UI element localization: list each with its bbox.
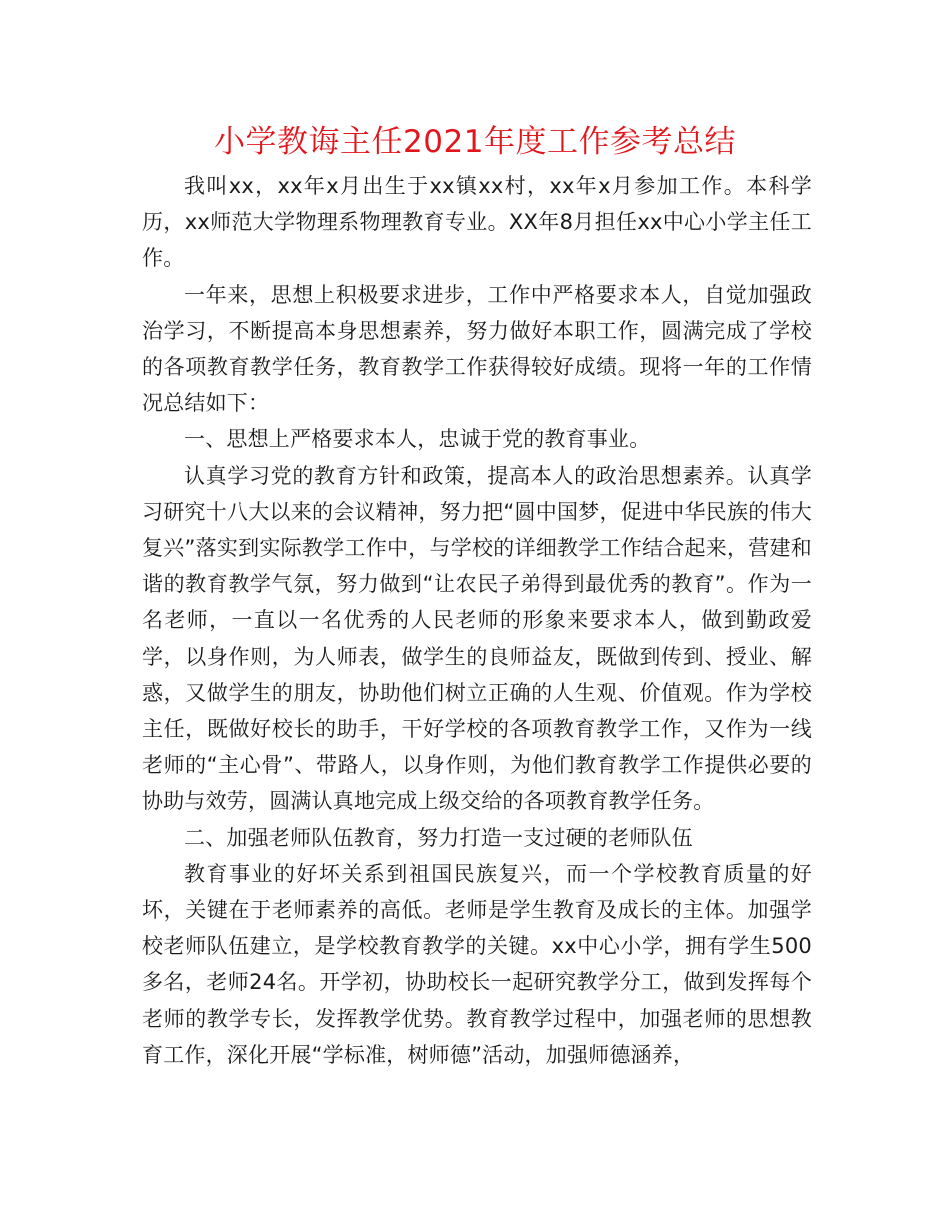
- section-heading: 二、加强老师队伍教育，努力打造一支过硬的老师队伍: [184, 825, 693, 850]
- page-title: 小学教诲主任2021年度工作参考总结: [214, 124, 736, 160]
- section-heading: 一、思想上严格要求本人，忠诚于党的教育事业。: [184, 427, 651, 452]
- document-body: [142, 168, 812, 1073]
- paragraph: 我叫xx，xx年x月出生于xx镇xx村，xx年x月参加工作。本科学历，xx师范大学物理系物理教育专业。XX年8月担任xx中心小学主任工作。: [142, 174, 812, 271]
- paragraph: 一年来，思想上积极要求进步，工作中严格要求本人，自觉加强政治学习，不断提高本身思想素养，努力做好本职工作，圆满完成了学校的各项教育教学任务，教育教学工作获得较好成绩。现将一年的工作情况总结如下：: [142, 282, 812, 416]
- paragraph: 教育事业的好坏关系到祖国民族复兴，而一个学校教育质量的好坏，关键在于老师素养的高低。老师是学生教育及成长的主体。加强学校老师队伍建立，是学校教育教学的关键。xx中心小学，拥有学生500多名，老师24名。开学初，协助校长一起研究教学分工，做到发挥每个老师的教学专长，发挥教学优势。教育教学过程中，加强老师的思想教育工作，深化开展“学标准，树师德”活动，加强师德涵养，: [142, 861, 812, 1067]
- paragraph: 认真学习党的教育方针和政策，提高本人的政治思想素养。认真学习研究十八大以来的会议精神，努力把“圆中国梦，促进中华民族的伟大复兴”落实到实际教学工作中，与学校的详细教学工作结合起来，营建和谐的教育教学气氛，努力做到“让农民子弟得到最优秀的教育”。作为一名老师，一直以一名优秀的人民老师的形象来要求本人，做到勤政爱学，以身作则，为人师表，做学生的良师益友，既做到传到、授业、解惑，又做学生的朋友，协助他们树立正确的人生观、价值观。作为学校主任，既做好校长的助手，干好学校的各项教育教学工作，又作为一线老师的“主心骨”、带路人，以身作则，为他们教育教学工作提供必要的协助与效劳，圆满认真地完成上级交给的各项教育教学任务。: [142, 463, 812, 814]
